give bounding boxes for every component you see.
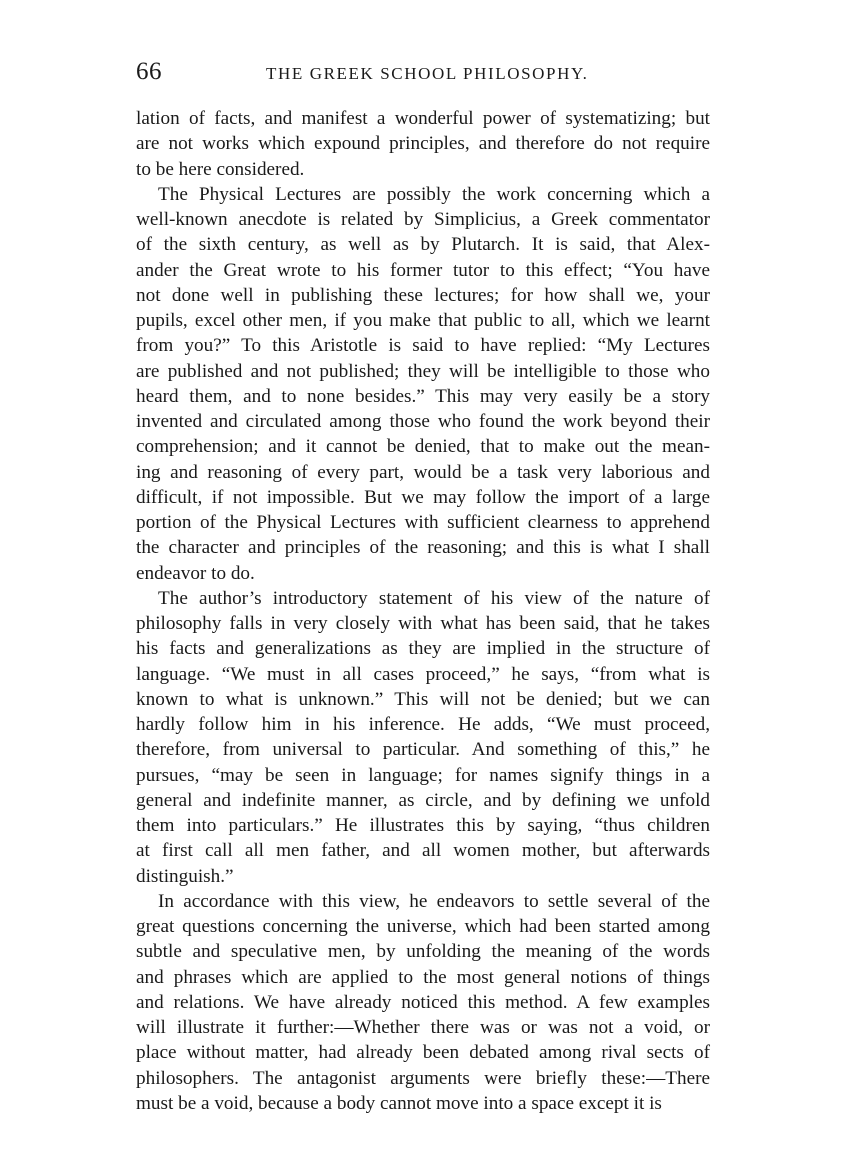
text-line: must be a void, because a body cannot move into a space except it is bbox=[136, 1092, 662, 1114]
text-line: portion of the Physical Lectures with sufficient clearness to apprehend bbox=[136, 512, 710, 533]
text-line: known to what is unknown.” This will not be denied; but we can bbox=[136, 688, 710, 710]
text-line: place without matter, had already been debated among rival sects of bbox=[136, 1042, 710, 1064]
text-line: pupils, excel other men, if you make that public to all, which we learnt bbox=[136, 310, 710, 331]
text-line: lation of facts, and manifest a wonderful power of systematizing; but bbox=[136, 108, 710, 129]
text-line: are published and not published; they will be intelligible to those who bbox=[136, 360, 710, 382]
text-line: invented and circulated among those who found the work beyond their bbox=[136, 411, 710, 432]
text-line: and phrases which are applied to the most general notions of things bbox=[136, 966, 710, 988]
text-line: philosophers. The antagonist arguments were briefly these:—There bbox=[136, 1067, 710, 1089]
text-line: them into particulars.” He illustrates this by saying, “thus children bbox=[136, 815, 710, 836]
text-line: of the sixth century, as well as by Plutarch. It is said, that Alex- bbox=[136, 234, 710, 256]
body-text bbox=[136, 106, 710, 1116]
running-title: THE GREEK SCHOOL PHILOSOPHY. bbox=[266, 64, 589, 83]
text-line: ing and reasoning of every part, would be a task very laborious and bbox=[136, 461, 710, 483]
text-line: not done well in publishing these lectures; for how shall we, your bbox=[136, 284, 710, 306]
paragraph bbox=[136, 106, 710, 182]
text-line: In accordance with this view, he endeavors to settle several of the bbox=[158, 890, 710, 912]
text-line: at first call all men father, and all women mother, but afterwards bbox=[136, 840, 710, 862]
text-line: will illustrate it further:—Whether there was or was not a void, or bbox=[136, 1017, 710, 1038]
text-line: distinguish.” bbox=[136, 865, 234, 887]
text-line: great questions concerning the universe, which had been started among bbox=[136, 916, 710, 937]
text-line: to be here considered. bbox=[136, 158, 305, 180]
text-line: subtle and speculative men, by unfolding the meaning of the words bbox=[136, 941, 710, 963]
text-line: The Physical Lectures are possibly the work concerning which a bbox=[158, 183, 710, 205]
text-line: comprehension; and it cannot be denied, that to make out the mean- bbox=[136, 436, 710, 458]
text-line: ander the Great wrote to his former tutor to this effect; “You have bbox=[136, 259, 710, 281]
paragraph bbox=[136, 889, 710, 1116]
text-line: heard them, and to none besides.” This may very easily be a story bbox=[136, 385, 710, 407]
text-line: pursues, “may be seen in language; for names signify things in a bbox=[136, 764, 710, 786]
page-header bbox=[136, 58, 710, 92]
text-line: his facts and generalizations as they are implied in the structure of bbox=[136, 638, 710, 660]
paragraph bbox=[136, 586, 710, 889]
text-line: hardly follow him in his inference. He adds, “We must proceed, bbox=[136, 714, 710, 735]
paragraph bbox=[136, 182, 710, 586]
page-number: 66 bbox=[136, 58, 162, 85]
text-line: difficult, if not impossible. But we may follow the import of a large bbox=[136, 486, 710, 508]
text-line: philosophy falls in very closely with what has been said, that he takes bbox=[136, 613, 710, 634]
text-line: and relations. We have already noticed this method. A few examples bbox=[136, 991, 710, 1013]
text-line: language. “We must in all cases proceed,” he says, “from what is bbox=[136, 663, 710, 685]
text-line: well-known anecdote is related by Simplicius, a Greek commentator bbox=[136, 209, 710, 230]
text-line: endeavor to do. bbox=[136, 562, 255, 584]
text-line: therefore, from universal to particular. And something of this,” he bbox=[136, 739, 710, 761]
text-line: are not works which expound principles, and therefore do not require bbox=[136, 133, 710, 155]
text-line: general and indefinite manner, as circle, and by defining we unfold bbox=[136, 789, 710, 811]
text-line: the character and principles of the reasoning; and this is what I shall bbox=[136, 537, 710, 559]
book-page bbox=[136, 58, 710, 1116]
text-line: The author’s introductory statement of his view of the nature of bbox=[158, 587, 710, 609]
text-line: from you?” To this Aristotle is said to have replied: “My Lectures bbox=[136, 335, 710, 357]
